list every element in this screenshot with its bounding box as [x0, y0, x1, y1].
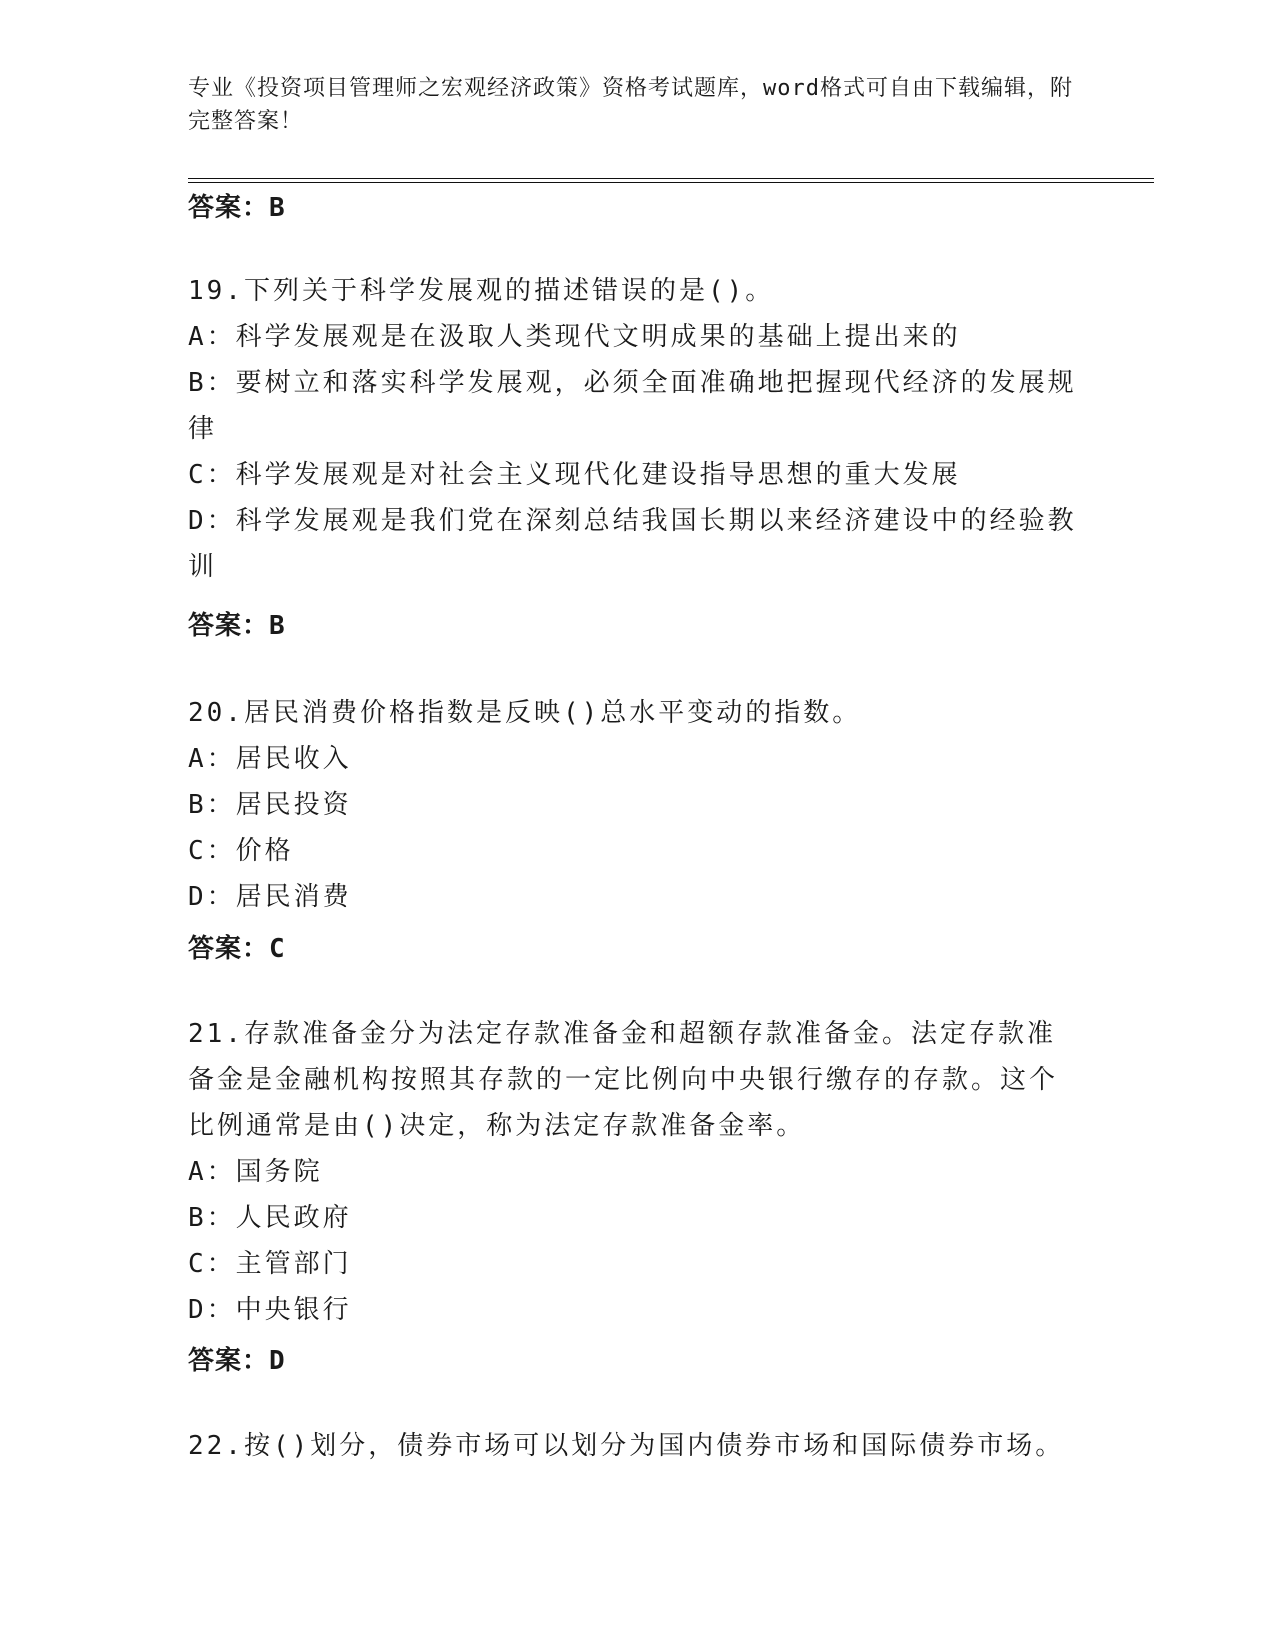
option-d: D：居民消费	[188, 882, 352, 912]
question-stem: 19.下列关于科学发展观的描述错误的是()。	[188, 276, 775, 306]
option-b: B：要树立和落实科学发展观，必须全面准确地把握现代经济的发展规律	[188, 368, 1077, 444]
answer-previous: 答案：B	[188, 193, 286, 223]
option-b: B：人民政府	[188, 1203, 352, 1233]
option-c: C：主管部门	[188, 1249, 352, 1279]
question-20	[188, 690, 1078, 920]
question-22	[188, 1423, 1078, 1469]
question-stem: 21.存款准备金分为法定存款准备金和超额存款准备金。法定存款准备金是金融机构按照其存款的一定比例向中央银行缴存的存款。这个比例通常是由()决定，称为法定存款准备金率。	[188, 1019, 1059, 1141]
header-divider-bottom	[188, 182, 1154, 183]
question-stem: 20.居民消费价格指数是反映()总水平变动的指数。	[188, 698, 862, 728]
option-c: C：科学发展观是对社会主义现代化建设指导思想的重大发展	[188, 460, 961, 490]
option-d: D：科学发展观是我们党在深刻总结我国长期以来经济建设中的经验教训	[188, 506, 1077, 582]
question-21	[188, 1011, 1078, 1333]
option-c: C：价格	[188, 836, 294, 866]
option-a: A：科学发展观是在汲取人类现代文明成果的基础上提出来的	[188, 322, 961, 352]
answer-21: 答案：D	[188, 1346, 286, 1376]
option-a: A：居民收入	[188, 744, 352, 774]
question-19	[188, 268, 1078, 590]
option-d: D：中央银行	[188, 1295, 352, 1325]
question-stem: 22.按()划分，债券市场可以划分为国内债券市场和国际债券市场。	[188, 1431, 1065, 1461]
option-b: B：居民投资	[188, 790, 352, 820]
document-header: 专业《投资项目管理师之宏观经济政策》资格考试题库，word格式可自由下载编辑，附完整答案！	[188, 76, 1073, 134]
answer-19: 答案：B	[188, 611, 286, 641]
header-divider-top	[188, 178, 1154, 179]
answer-20: 答案：C	[188, 934, 286, 964]
option-a: A：国务院	[188, 1157, 323, 1187]
